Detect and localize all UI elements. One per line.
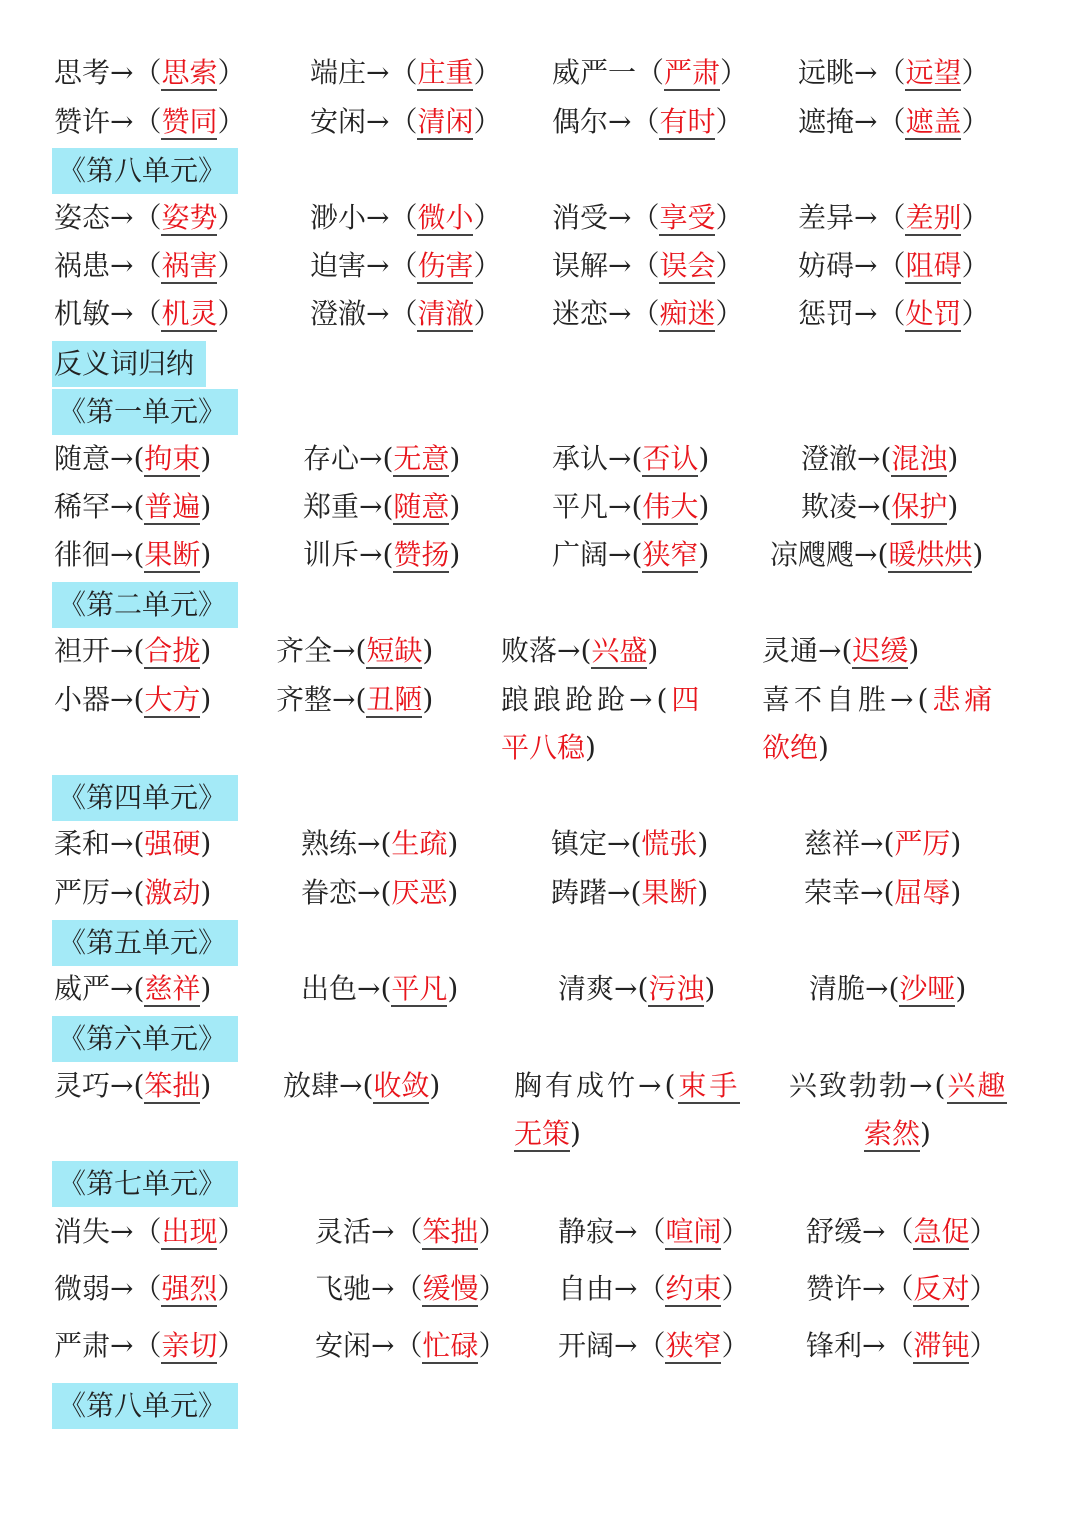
ant-row [0, 872, 1080, 914]
word-pair: 袒开→(合拢) [54, 634, 212, 667]
unit-heading: 《第一单元》 [52, 389, 238, 435]
word-pair: 思考→（思索） [54, 56, 246, 89]
word-pair: 端庄→（庄重） [310, 56, 502, 89]
ant-row [0, 679, 1080, 721]
word-pair: 小器→(大方) [54, 683, 212, 716]
wrapped-answer: 无策) [514, 1117, 581, 1150]
word-pair: 姿态→（姿势） [54, 201, 246, 234]
ant-row [0, 823, 1080, 865]
word-pair: 误解→（误会） [552, 249, 744, 282]
ant-row [0, 630, 1080, 672]
ant-row [0, 1065, 1080, 1107]
word-pair: 消失→（出现） [54, 1215, 246, 1248]
word-pair: 柔和→(强硬) [54, 827, 212, 860]
word-pair: 消受→（享受） [552, 201, 744, 234]
unit-heading: 《第五单元》 [52, 920, 238, 966]
word-pair: 迫害→（伤害） [310, 249, 502, 282]
word-pair: 踉踉跄跄→(四 [501, 683, 704, 716]
word-pair: 灵通→(迟缓) [762, 634, 920, 667]
ant-row [0, 1211, 1080, 1253]
word-pair: 灵活→（笨拙） [315, 1215, 507, 1248]
word-pair: 妨碍→（阻碍） [798, 249, 990, 282]
unit-heading: 《第六单元》 [52, 1016, 238, 1062]
word-pair: 存心→(无意) [303, 442, 461, 475]
word-pair: 遮掩→（遮盖） [798, 105, 990, 138]
wrapped-answer: 平八稳) [501, 731, 596, 764]
word-pair: 胸有成竹→(束手 [514, 1069, 741, 1102]
word-pair: 欺凌→(保护) [801, 490, 959, 523]
syn-row [0, 101, 1080, 143]
wrapped-answer: 欲绝) [762, 731, 829, 764]
word-pair: 灵巧→(笨拙) [54, 1069, 212, 1102]
word-pair: 迷恋→（痴迷） [552, 297, 744, 330]
unit-heading: 《第七单元》 [52, 1161, 238, 1207]
word-pair: 严肃→（亲切） [54, 1329, 246, 1362]
word-pair: 祸患→（祸害） [54, 249, 246, 282]
word-pair: 渺小→（微小） [310, 201, 502, 234]
word-pair: 威严一（严肃） [552, 56, 749, 89]
word-pair: 齐全→(短缺) [276, 634, 434, 667]
ant-row [0, 1325, 1080, 1367]
word-pair: 训斥→(赞扬) [303, 538, 461, 571]
word-pair: 眷恋→(厌恶) [301, 876, 459, 909]
ant-row [0, 1268, 1080, 1310]
word-pair: 惩罚→（处罚） [798, 297, 990, 330]
syn-row [0, 197, 1080, 239]
word-pair: 承认→(否认) [552, 442, 710, 475]
unit-heading: 《第二单元》 [52, 582, 238, 628]
word-pair: 平凡→(伟大) [552, 490, 710, 523]
word-pair: 清爽→(污浊) [558, 972, 716, 1005]
word-pair: 荣幸→(屈辱) [804, 876, 962, 909]
word-pair: 镇定→(慌张) [551, 827, 709, 860]
word-pair: 放肆→(收敛) [283, 1069, 441, 1102]
word-pair: 严厉→(激动) [54, 876, 212, 909]
word-pair: 慈祥→(严厉) [804, 827, 962, 860]
word-pair: 锋利→（滞钝） [806, 1329, 998, 1362]
ant-row [0, 486, 1080, 528]
word-pair: 广阔→(狭窄) [552, 538, 710, 571]
word-pair: 齐整→(丑陋) [276, 683, 434, 716]
word-pair: 澄澈→（清澈） [310, 297, 502, 330]
word-pair: 开阔→（狭窄） [558, 1329, 750, 1362]
unit-heading: 《第八单元》 [52, 148, 238, 194]
ant-row [0, 438, 1080, 480]
word-pair: 赞许→（赞同） [54, 105, 246, 138]
word-pair: 飞驰→（缓慢） [315, 1272, 507, 1305]
word-pair: 机敏→（机灵） [54, 297, 246, 330]
ant-row [0, 534, 1080, 576]
word-pair: 喜不自胜→(悲痛 [762, 683, 997, 716]
word-pair: 踌躇→(果断) [551, 876, 709, 909]
wrapped-answer: 索然) [864, 1117, 931, 1150]
word-pair: 差异→（差别） [798, 201, 990, 234]
word-pair: 败落→(兴盛) [501, 634, 659, 667]
word-pair: 安闲→（清闲） [310, 105, 502, 138]
word-pair: 威严→(慈祥) [54, 972, 212, 1005]
word-pair: 微弱→（强烈） [54, 1272, 246, 1305]
word-pair: 澄澈→(混浊) [801, 442, 959, 475]
word-pair: 安闲→（忙碌） [315, 1329, 507, 1362]
word-pair: 静寂→（喧闹） [558, 1215, 750, 1248]
syn-row [0, 52, 1080, 94]
word-pair: 稀罕→(普遍) [54, 490, 212, 523]
word-pair: 出色→(平凡) [301, 972, 459, 1005]
word-pair: 徘徊→(果断) [54, 538, 212, 571]
word-pair: 自由→（约束） [558, 1272, 750, 1305]
syn-row [0, 245, 1080, 287]
word-pair: 赞许→（反对） [806, 1272, 998, 1305]
word-pair: 偶尔→（有时） [552, 105, 744, 138]
unit-heading: 《第四单元》 [52, 775, 238, 821]
word-pair: 随意→(拘束) [54, 442, 212, 475]
word-pair: 凉飕飕→(暖烘烘) [770, 538, 984, 571]
antonym-section-title: 反义词归纳 [52, 341, 206, 387]
word-pair: 清脆→(沙哑) [809, 972, 967, 1005]
syn-row [0, 293, 1080, 335]
word-pair: 兴致勃勃→(兴趣 [789, 1069, 1008, 1102]
unit-heading: 《第八单元》 [52, 1383, 238, 1429]
word-pair: 舒缓→（急促） [806, 1215, 998, 1248]
ant-row [0, 968, 1080, 1010]
word-pair: 熟练→(生疏) [301, 827, 459, 860]
word-pair: 郑重→(随意) [303, 490, 461, 523]
word-pair: 远眺→（远望） [798, 56, 990, 89]
